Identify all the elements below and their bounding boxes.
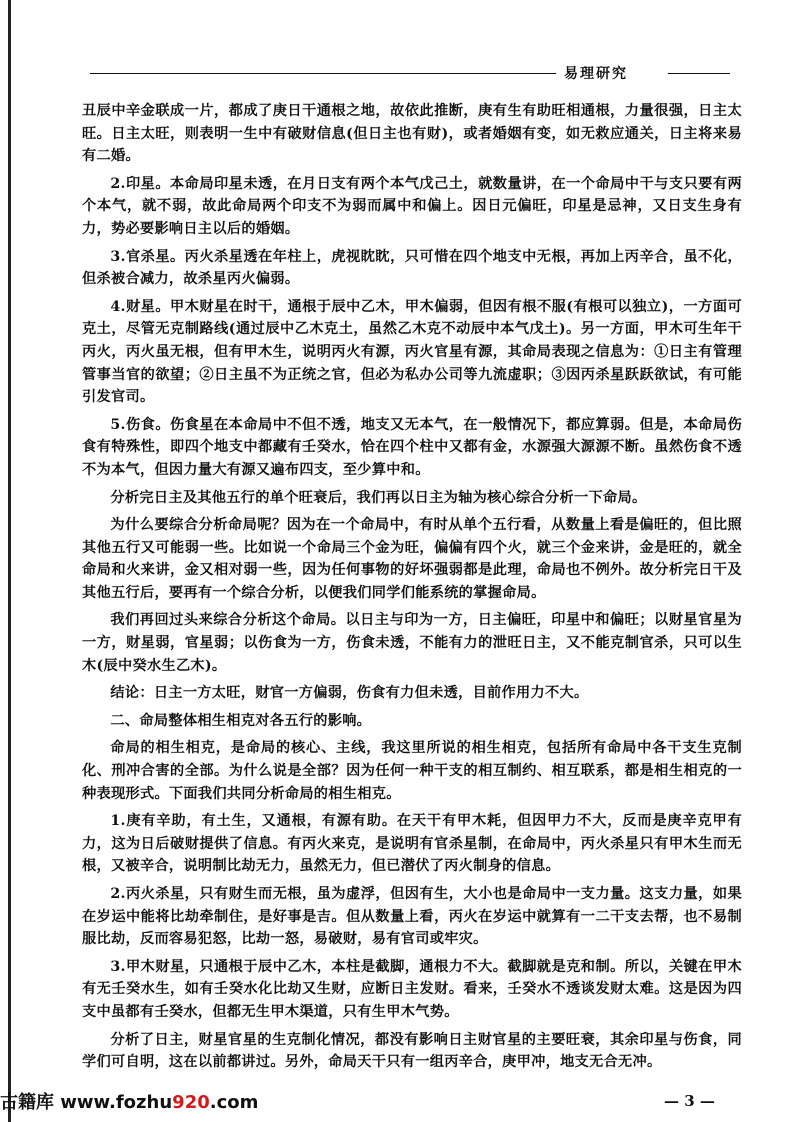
page-body: [82, 100, 742, 1079]
watermark: [0, 1088, 258, 1114]
watermark-suffix: .com: [209, 1092, 259, 1113]
paragraph: 我们再回过头来综合分析这个命局。以日主与印为一方，日主偏旺，印星中和偏旺；以财星官星为一方，财星弱，官星弱；以伤食为一方，伤食未透，不能有力的泄旺日主，又不能克制官杀，只可以生木(辰中癸水生乙木)。: [82, 612, 742, 674]
binding-edge: [8, 0, 11, 1122]
paragraph: 命局的相生相克，是命局的核心、主线，我这里所说的相生相克，包括所有命局中各干支生克制化、刑冲合害的全部。为什么说是全部？因为任何一种干支的相互制约、相互联系，都是相生相克的一种表现形式。下面我们共同分析命局的相生相克。: [82, 740, 742, 802]
paragraph: 丑辰中辛金联成一片，都成了庚日干通根之地，故依此推断，庚有生有助旺相通根，力量很强，日主太旺。日主太旺，则表明一生中有破财信息(但日主也有财)，或者婚姻有变，如无救应通关，日主将来易有二婚。: [82, 103, 742, 165]
page-number: — 3 —: [664, 1092, 715, 1110]
section-heading: 二、命局整体相生相克对各五行的影响。: [110, 712, 372, 729]
watermark-prefix: 古籍库: [0, 1092, 61, 1113]
paragraph: 3.官杀星。丙火杀星透在年柱上，虎视眈眈，只可惜在四个地支中无根，再加上丙辛合，虽不化，但杀被合减力，故杀星丙火偏弱。: [82, 248, 742, 288]
paragraph: 2.丙火杀星，只有财生而无根，虽为虚浮，但因有生，大小也是命局中一支力量。这支力量，如果在岁运中能将比劫牵制住，是好事是吉。但从数量上看，丙火在岁运中就算有一二干支去帮，也不易制服比劫，反而容易犯怒，比劫一怒，易破财，易有官司或牢灾。: [82, 886, 742, 948]
paragraph: 分析了日主，财星官星的生克制化情况，都没有影响日主财官星的主要旺衰，其余印星与伤食，同学们可自明，这在以前都讲过。另外，命局天干只有一组丙辛合，庚甲冲，地支无合无冲。: [82, 1031, 742, 1071]
paragraph: 3.甲木财星，只通根于辰中乙木，本柱是截脚，通根力不大。截脚就是克和制。所以，关键在甲木有无壬癸水生，如有壬癸水化比劫又生财，应断日主发财。看来，壬癸水不透谈发财太难。这是因为四支中虽都有壬癸水，但都无生甲木渠道，只有生甲木气势。: [82, 958, 742, 1020]
paragraph: 为什么要综合分析命局呢？因为在一个命局中，有时从单个五行看，从数量上看是偏旺的，但比照其他五行又可能弱一些。比如说一个命局三个金为旺，偏偏有四个火，就三个金来讲，金是旺的，就全命局和火来讲，金又相对弱一些，因为任何事物的好坏强弱都是此理，命局也不例外。故分析完日干及其他五行后，要再有一个综合分析，以便我们同学们能系统的掌握命局。: [82, 517, 742, 601]
header-title: 易理研究: [564, 66, 628, 82]
watermark-url: www.fozhu: [60, 1092, 173, 1113]
paragraph: 2.印星。本命局印星未透，在月日支有两个本气戊己土，就数量讲，在一个命局中干与支只要有两个本气，就不弱，故此命局两个印支不为弱而属中和偏上。因日元偏旺，印星是忌神，又日支生身有力，势必要影响日主以后的婚姻。: [82, 175, 742, 237]
header-rule-left: [90, 73, 556, 74]
running-header: [90, 63, 730, 85]
paragraph: 5.伤食。伤食星在本命局中不但不透，地支又无本气，在一般情况下，都应算弱。但是，本命局伤食有特殊性，即四个地支中都藏有壬癸水，恰在四个柱中又都有金，水源强大源源不断。虽然伤食不透不为本气，但因力量大有源又遍布四支，至少算中和。: [82, 416, 742, 478]
paragraph: 4.财星。甲木财星在时干，通根于辰中乙木，甲木偏弱，但因有根不服(有根可以独立)，一方面可克土，尽管无克制路线(通过辰中乙木克土，虽然乙木克不动辰中本气戊土)。另一方面，甲木可生年干丙火，丙火虽无根，但有甲木生，说明丙火有源，丙火官星有源，其命局表现之信息为：①日主有管理管事当官的欲望；②日主虽不为正统之官，但必为私办公司等九流虚职；③因丙杀星跃跃欲试，有可能引发官司。: [82, 298, 742, 406]
header-rule-right: [668, 73, 730, 74]
paragraph: 分析完日主及其他五行的单个旺衰后，我们再以日主为轴为核心综合分析一下命局。: [110, 489, 647, 506]
watermark-num: 920: [172, 1092, 210, 1113]
paragraph: 1.庚有辛助，有土生，又通根，有源有助。在天干有甲木耗，但因甲力不大，反而是庚辛克甲有力，这为日后破财提供了信息。有丙火来克，是说明有官杀星制，在命局中，丙火杀星只有甲木生而无根，又被辛合，说明制比劫无力，虽然无力，但已潜伏了丙火制身的信息。: [82, 813, 742, 875]
paragraph: 结论：日主一方太旺，财官一方偏弱，伤食有力但未透，目前作用力不大。: [110, 685, 589, 702]
